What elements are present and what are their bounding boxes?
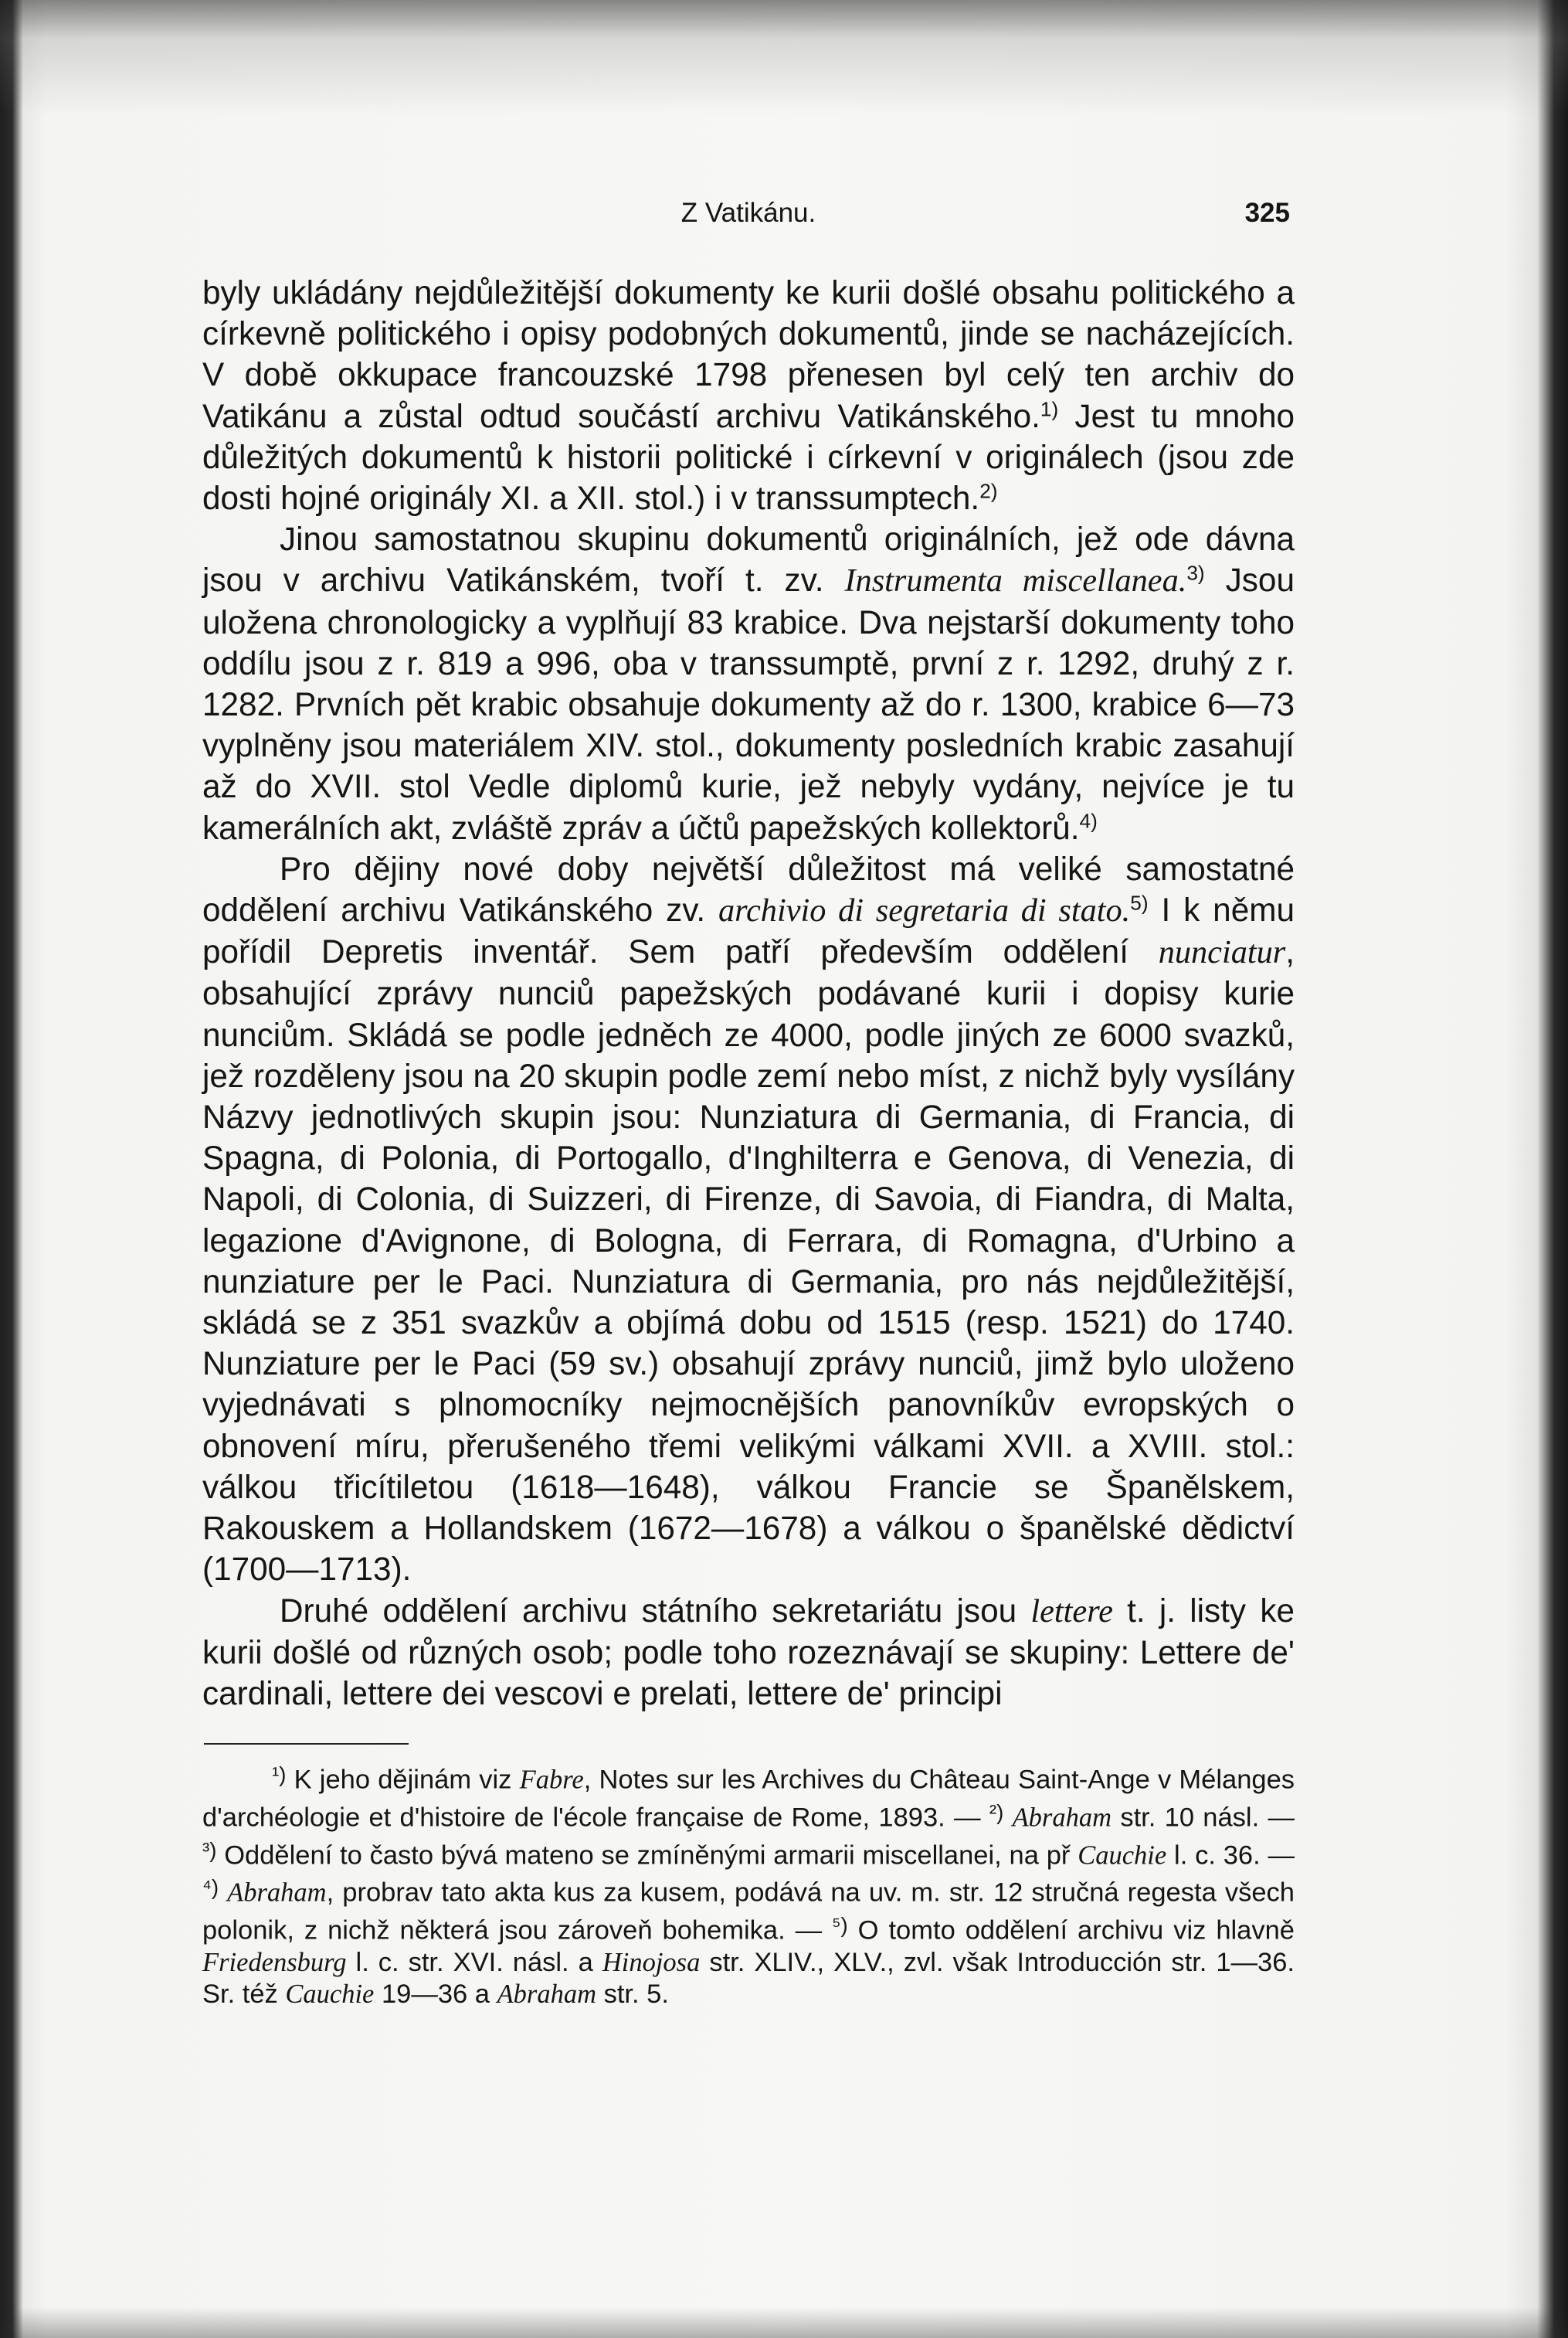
author-name: Abraham	[497, 1979, 596, 2010]
text-run: , Notes sur les Archives du Château Saint-Ange v Mélanges d'archéologie et d'histoire de l'école française de Rome, 1893. —	[202, 1765, 1295, 1833]
footnotes	[202, 1759, 1295, 2011]
text-run: Oddělení to často bývá mateno se zmíněnými armarii miscellanei, na př	[216, 1840, 1071, 1870]
author-name: Abraham	[227, 1878, 327, 1908]
footnote-separator	[204, 1743, 409, 1745]
footnote-ref-1: 1)	[1040, 397, 1059, 421]
text-run: Jinou samostatnou skupinu dokumentů originálních, jež ode dávna jsou v archivu Vatikánském, tvoří t. zv.	[202, 521, 1295, 599]
paragraph-4	[202, 1590, 1295, 1714]
author-name: Abraham	[1012, 1803, 1112, 1833]
text-run: Pro dějiny nové doby největší důležitost má veliké samostatné oddělení archivu Vatikánského zv.	[202, 850, 1295, 929]
text-run: l. c. 36. —	[1166, 1840, 1295, 1870]
text-run: str. 10 násl. —	[1112, 1803, 1295, 1833]
text-run: l. c. str. XVI. násl. a	[346, 1947, 593, 1977]
footnote-ref-2: 2)	[979, 479, 998, 503]
footnote-ref-5: 5)	[1130, 891, 1149, 915]
footnote-marker-2: ²)	[989, 1799, 1004, 1824]
text-run: byly ukládány nejdůležitější dokumenty ke kurii došlé obsahu politického a církevně politického i opisy podobných dokumentů, jinde se nacházejících. V době okkupace francouzské 1798 přenesen byl celý ten archiv do Vatikánu a zůstal odtud součástí archivu Vatikánského.	[202, 274, 1295, 434]
paragraph-2	[202, 518, 1295, 848]
text-run: O tomto oddělení archivu viz hlavně	[847, 1915, 1295, 1946]
footnote-ref-3: 3)	[1186, 562, 1205, 585]
text-run: Druhé oddělení archivu státního sekretariátu jsou	[280, 1592, 1017, 1629]
author-name: Hinojosa	[602, 1947, 701, 1977]
text-run: , probrav tato akta kus za kusem, podává na uv. m. str. 12 stručná regesta všech polonik, z nichž některá jsou zároveň bohemika. —	[202, 1878, 1295, 1946]
italic-term: Instrumenta miscellanea.	[844, 562, 1187, 600]
running-head	[202, 195, 1295, 241]
author-name: Friedensburg	[202, 1947, 347, 1977]
italic-term: nunciatur	[1158, 934, 1286, 971]
text-run: I k němu pořídil Depretis inventář. Sem patří především oddělení	[202, 892, 1295, 970]
page-number: 325	[1244, 198, 1290, 228]
footnote-marker-4: ⁴)	[202, 1875, 219, 1900]
scan-bottom-shadow	[0, 2307, 1568, 2338]
footnote-marker-5: ⁵)	[832, 1913, 848, 1938]
text-run: Jest tu mnoho důležitých dokumentů k historii politické i církevní v originálech (jsou zde dosti hojné originály XI. a XII. stol.) i v transsumptech.	[202, 397, 1295, 517]
text-run: t. j. listy ke kurii došlé od různých osob; podle toho rozeznávají se skupiny: Lettere de' cardinali, lettere dei vescovi e prelati, lettere de' principi	[202, 1592, 1295, 1711]
italic-term: archivio di segretaria di stato.	[718, 892, 1131, 929]
text-run: str. 5.	[596, 1979, 669, 2010]
footnote-ref-4: 4)	[1079, 809, 1098, 833]
paragraph-1	[202, 272, 1295, 518]
author-name: Cauchie	[285, 1979, 375, 2010]
body-text	[202, 272, 1295, 1714]
running-title: Z Vatikánu.	[680, 198, 816, 228]
text-run: Jsou uložena chronologicky a vyplňují 83 krabice. Dva nejstarší dokumenty toho oddílu jsou z r. 819 a 996, oba v transsumptě, první z r. 1292, druhý z r. 1282. Prvních pět krabic obsahuje dokumenty až do r. 1300, krabice 6—73 vyplněny jsou materiálem XIV. stol., dokumenty posledních krabic zasahují až do XVII. stol Vedle diplomů kurie, jež nebyly vydány, nejvíce je tu kamerálních akt, zvláště zpráv a účtů papežských kollektorů.	[202, 562, 1295, 846]
footnote-marker-3: ³)	[202, 1837, 217, 1862]
author-name: Cauchie	[1078, 1840, 1167, 1870]
scan-top-shadow	[0, 0, 1568, 116]
italic-term: lettere	[1030, 1592, 1113, 1629]
text-run: , obsahující zprávy nunciů papežských podávané kurii i dopisy kurie nunciům. Skládá se podle jedněch ze 4000, podle jiných ze 6000 svazků, jež rozděleny jsou na 20 skupin podle zemí nebo míst, z nichž byly vysílány Názvy jednotlivých skupin jsou: Nunziatura di Germania, di Francia, di Spagna, di Polonia, di Portogallo, d'Inghilterra e Genova, di Venezia, di Napoli, di Colonia, di Suizzeri, di Firenze, di Savoia, di Fiandra, di Malta, legazione d'Avignone, di Bologna, di Ferrara, di Romagna, d'Urbino a nunziature per le Paci. Nunziatura di Germania, pro nás nejdůležitější, skládá se z 351 svazkův a objímá dobu od 1515 (resp. 1521) do 1740. Nunziature per le Paci (59 sv.) obsahují zprávy nunciů, jimž bylo uloženo vyjednávati s plnomocníky nejmocnějších panovníkův evropských o obnovení míru, přerušeného třemi velikými válkami XVII. a XVIII. stol.: válkou třicítiletou (1618—1648), válkou Francie se Španělskem, Rakouskem a Hollandskem (1672—1678) a válkou o španělské dědictví (1700—1713).	[202, 933, 1295, 1588]
text-run: 19—36 a	[374, 1979, 490, 2010]
paragraph-3	[202, 848, 1295, 1590]
footnote-marker-1: ¹)	[272, 1762, 287, 1787]
book-page	[202, 195, 1295, 2011]
text-run: str. XLIV., XLV., zvl. však Introducción str. 1—36. Sr. též	[202, 1947, 1295, 2010]
author-name: Fabre	[519, 1765, 584, 1795]
text-run: K jeho dějinám viz	[286, 1765, 512, 1795]
